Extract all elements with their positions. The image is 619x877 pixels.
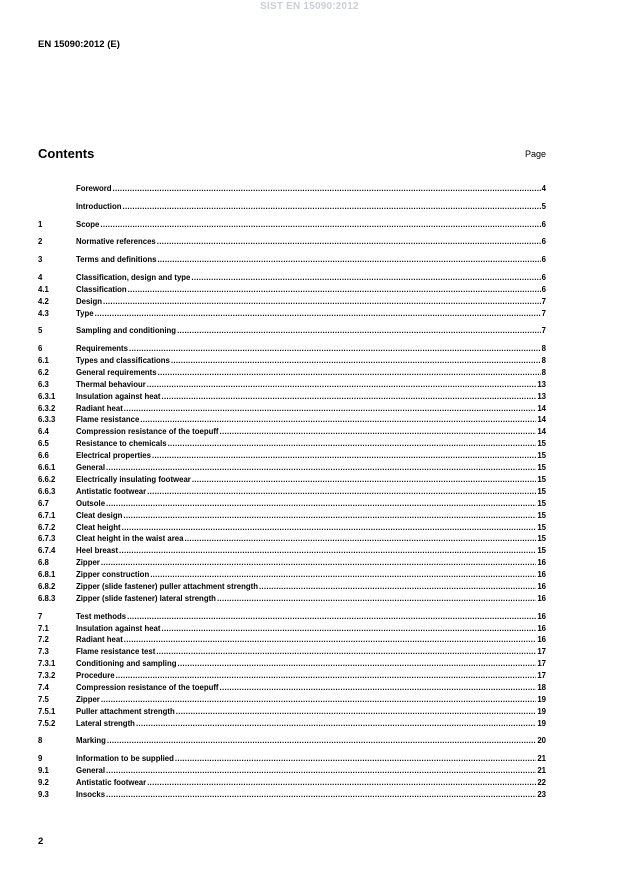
toc-section-number: 6.8.1: [38, 570, 56, 580]
toc-section-title: Procedure: [76, 671, 115, 681]
toc-leader-dots: [140, 414, 536, 426]
toc-section-number: 3: [38, 255, 43, 265]
toc-section-title: Information to be supplied: [76, 754, 174, 764]
toc-section-number: 7.2: [38, 635, 49, 645]
toc-page-number: 6: [541, 219, 546, 229]
toc-leader-dots: [103, 296, 541, 308]
toc-section-title: Introduction: [76, 201, 122, 211]
toc-page-number: 15: [537, 522, 546, 532]
toc-page-number: 17: [537, 671, 546, 681]
toc-leader-dots: [100, 219, 540, 231]
toc-section-title: Zipper: [76, 558, 100, 568]
toc-page-number: 15: [537, 463, 546, 473]
toc-page-number: 16: [537, 623, 546, 633]
toc-section-title: Cleat design: [76, 510, 123, 520]
toc-section-title: Zipper construction: [76, 570, 150, 580]
toc-leader-dots: [119, 545, 536, 557]
toc-entry[interactable]: [38, 670, 546, 682]
toc-section-title: Scope: [76, 219, 100, 229]
toc-leader-dots: [123, 510, 536, 522]
toc-entry[interactable]: [38, 694, 546, 706]
toc-section-title: Classification, design and type: [76, 272, 191, 282]
toc-leader-dots: [152, 450, 536, 462]
toc-leader-dots: [95, 308, 541, 320]
toc-page-number: 8: [541, 356, 546, 366]
toc-section-number: 6.8.2: [38, 581, 56, 591]
toc-page-number: 21: [537, 766, 546, 776]
toc-section-number: 7.3: [38, 647, 49, 657]
toc-entry[interactable]: [38, 522, 546, 534]
toc-section-number: 6.6.1: [38, 463, 56, 473]
toc-leader-dots: [177, 658, 536, 670]
toc-section-title: Normative references: [76, 237, 156, 247]
toc-section-title: Types and classifications: [76, 356, 170, 366]
toc-section-number: 6.6.3: [38, 486, 56, 496]
toc-section-title: Marking: [76, 736, 106, 746]
toc-leader-dots: [122, 201, 540, 213]
toc-section-title: Insulation against heat: [76, 623, 161, 633]
toc-leader-dots: [161, 391, 536, 403]
toc-leader-dots: [176, 706, 537, 718]
toc-leader-dots: [147, 379, 537, 391]
toc-section-title: Cleat height: [76, 522, 121, 532]
toc-section-title: Heel breast: [76, 546, 119, 556]
toc-section-number: 4.2: [38, 296, 49, 306]
toc-leader-dots: [161, 623, 536, 635]
watermark: SIST EN 15090:2012: [260, 1, 359, 12]
toc-entry[interactable]: [38, 753, 546, 765]
toc-page-number: 14: [537, 427, 546, 437]
toc-entry[interactable]: [38, 367, 546, 379]
toc-section-number: 6.2: [38, 367, 49, 377]
toc-section-title: Resistance to chemicals: [76, 439, 167, 449]
toc-entry[interactable]: [38, 706, 546, 718]
toc-page-number: 15: [537, 498, 546, 508]
toc-leader-dots: [147, 777, 536, 789]
toc-entry[interactable]: [38, 646, 546, 658]
toc-leader-dots: [128, 284, 541, 296]
toc-section-number: 4.1: [38, 284, 49, 294]
toc-entry[interactable]: [38, 658, 546, 670]
toc-section-number: 6.3: [38, 379, 49, 389]
toc-section-title: Compression resistance of the toepuff: [76, 682, 219, 692]
toc-page-number: 19: [537, 718, 546, 728]
toc-page-number: 8: [541, 367, 546, 377]
toc-section-number: 6.6.2: [38, 474, 56, 484]
toc-entry[interactable]: [38, 272, 546, 284]
toc-leader-dots: [217, 593, 536, 605]
toc-page-number: 6: [541, 255, 546, 265]
toc-section-title: Zipper: [76, 694, 100, 704]
toc-section-title: Flame resistance test: [76, 647, 156, 657]
toc-entry[interactable]: [38, 486, 546, 498]
toc-section-title: Insocks: [76, 789, 106, 799]
toc-leader-dots: [184, 533, 536, 545]
toc-section-title: General: [76, 766, 106, 776]
toc-page-number: 15: [537, 534, 546, 544]
toc-entry[interactable]: [38, 682, 546, 694]
toc-leader-dots: [157, 236, 541, 248]
toc-entry[interactable]: [38, 498, 546, 510]
toc-section-number: 9.3: [38, 789, 49, 799]
toc-section-number: 7.4: [38, 682, 49, 692]
toc-entry[interactable]: [38, 236, 546, 248]
toc-page-number: 15: [537, 474, 546, 484]
toc-section-number: 9.1: [38, 766, 49, 776]
toc-section-title: Requirements: [76, 344, 128, 354]
toc-section-number: 6.4: [38, 427, 49, 437]
toc-page-number: 13: [537, 391, 546, 401]
toc-page-number: 19: [537, 694, 546, 704]
toc-entry[interactable]: [38, 545, 546, 557]
toc-page-number: 7: [541, 308, 546, 318]
toc-section-title: Design: [76, 296, 102, 306]
toc-page-number: 15: [537, 546, 546, 556]
toc-page-number: 5: [541, 201, 546, 211]
toc-entry[interactable]: [38, 201, 546, 213]
toc-section-number: 6.7: [38, 498, 49, 508]
toc-leader-dots: [129, 343, 541, 355]
toc-section-title: Classification: [76, 284, 127, 294]
toc-section-number: 7.5: [38, 694, 49, 704]
toc-entry[interactable]: [38, 183, 546, 195]
toc-entry[interactable]: [38, 403, 546, 415]
toc-section-number: 6.7.4: [38, 546, 56, 556]
toc-section-title: Electrical properties: [76, 451, 151, 461]
toc-entry[interactable]: [38, 735, 546, 747]
toc-leader-dots: [220, 682, 537, 694]
toc-page-number: 16: [537, 581, 546, 591]
toc-page-number: 16: [537, 611, 546, 621]
toc-section-title: Outsole: [76, 498, 106, 508]
toc-leader-dots: [122, 522, 537, 534]
toc-section-number: 7.5.2: [38, 718, 56, 728]
toc-section-title: Insulation against heat: [76, 391, 161, 401]
toc-leader-dots: [171, 355, 541, 367]
toc-section-title: Antistatic footwear: [76, 486, 147, 496]
toc-leader-dots: [220, 426, 537, 438]
toc-section-title: General requirements: [76, 367, 157, 377]
toc-page-number: 18: [537, 682, 546, 692]
toc-leader-dots: [101, 557, 536, 569]
toc-section-title: Puller attachment strength: [76, 706, 175, 716]
page-number: 2: [38, 836, 44, 847]
toc-entry[interactable]: [38, 308, 546, 320]
toc-entry[interactable]: [38, 355, 546, 367]
toc-leader-dots: [191, 272, 540, 284]
toc-entry[interactable]: [38, 414, 546, 426]
toc-section-number: 6.3.3: [38, 415, 56, 425]
toc-leader-dots: [116, 670, 537, 682]
toc-leader-dots: [192, 474, 536, 486]
toc-page-number: 7: [541, 296, 546, 306]
toc-section-number: 6.7.2: [38, 522, 56, 532]
toc-page-number: 6: [541, 284, 546, 294]
toc-leader-dots: [177, 325, 541, 337]
toc-section-number: 7: [38, 611, 43, 621]
toc-page-number: 15: [537, 486, 546, 496]
toc-section-title: Test methods: [76, 611, 127, 621]
toc-leader-dots: [106, 462, 536, 474]
toc-leader-dots: [113, 183, 541, 195]
toc-section-number: 6: [38, 344, 43, 354]
toc-entry[interactable]: [38, 254, 546, 266]
table-of-contents: [38, 183, 546, 801]
toc-entry[interactable]: [38, 462, 546, 474]
toc-section-title: Foreword: [76, 184, 112, 193]
toc-page-number: 16: [537, 558, 546, 568]
toc-leader-dots: [124, 403, 537, 415]
toc-page-number: 23: [537, 789, 546, 799]
toc-section-number: 7.5.1: [38, 706, 56, 716]
toc-section-title: Zipper (slide fastener) lateral strength: [76, 593, 216, 603]
toc-entry[interactable]: [38, 510, 546, 522]
toc-section-title: Conditioning and sampling: [76, 659, 177, 669]
toc-entry[interactable]: [38, 611, 546, 623]
toc-page-number: 17: [537, 647, 546, 657]
toc-section-title: Radiant heat: [76, 403, 123, 413]
toc-entry[interactable]: [38, 379, 546, 391]
toc-entry[interactable]: [38, 426, 546, 438]
toc-section-number: 5: [38, 326, 43, 336]
page-column-label: Page: [524, 149, 546, 159]
toc-leader-dots: [127, 611, 536, 623]
toc-leader-dots: [107, 735, 536, 747]
toc-entry[interactable]: [38, 450, 546, 462]
toc-leader-dots: [156, 646, 536, 658]
toc-section-number: 6.5: [38, 439, 49, 449]
toc-leader-dots: [106, 498, 536, 510]
toc-section-number: 4: [38, 272, 43, 282]
toc-leader-dots: [101, 694, 536, 706]
toc-entry[interactable]: [38, 581, 546, 593]
toc-leader-dots: [157, 254, 540, 266]
toc-page-number: 14: [537, 415, 546, 425]
toc-page-number: 15: [537, 439, 546, 449]
toc-section-number: 6.8: [38, 558, 49, 568]
toc-page-number: 6: [541, 272, 546, 282]
toc-page-number: 17: [537, 659, 546, 669]
toc-leader-dots: [150, 569, 536, 581]
toc-entry[interactable]: [38, 325, 546, 337]
toc-page-number: 14: [537, 403, 546, 413]
toc-page-number: 21: [537, 754, 546, 764]
toc-section-title: Lateral strength: [76, 718, 135, 728]
toc-leader-dots: [136, 718, 536, 730]
toc-leader-dots: [106, 765, 536, 777]
toc-leader-dots: [147, 486, 536, 498]
toc-entry[interactable]: [38, 718, 546, 730]
toc-page-number: 19: [537, 706, 546, 716]
toc-page-number: 16: [537, 593, 546, 603]
toc-section-number: 7.3.2: [38, 671, 56, 681]
toc-section-title: Sampling and conditioning: [76, 326, 177, 336]
toc-leader-dots: [259, 581, 536, 593]
toc-page-number: 16: [537, 635, 546, 645]
toc-entry[interactable]: [38, 391, 546, 403]
toc-page-number: 22: [537, 777, 546, 787]
toc-page-number: 20: [537, 736, 546, 746]
toc-section-number: 2: [38, 237, 43, 247]
toc-section-title: Flame resistance: [76, 415, 140, 425]
toc-leader-dots: [175, 753, 536, 765]
toc-section-title: General: [76, 463, 106, 473]
toc-section-title: Antistatic footwear: [76, 777, 147, 787]
toc-page-number: 13: [537, 379, 546, 389]
toc-entry[interactable]: [38, 284, 546, 296]
toc-entry[interactable]: [38, 765, 546, 777]
toc-page-number: 16: [537, 570, 546, 580]
toc-section-number: 1: [38, 219, 43, 229]
toc-section-number: 6.8.3: [38, 593, 56, 603]
toc-section-number: 7.3.1: [38, 659, 56, 669]
toc-page-number: 7: [541, 326, 546, 336]
toc-entry[interactable]: [38, 593, 546, 605]
toc-leader-dots: [106, 789, 536, 801]
toc-entry[interactable]: [38, 474, 546, 486]
toc-entry[interactable]: [38, 634, 546, 646]
toc-page-number: 6: [541, 237, 546, 247]
toc-section-number: 8: [38, 736, 43, 746]
toc-section-title: Compression resistance of the toepuff: [76, 427, 219, 437]
toc-entry[interactable]: [38, 569, 546, 581]
toc-section-number: 6.1: [38, 356, 49, 366]
toc-section-title: Cleat height in the waist area: [76, 534, 184, 544]
toc-section-title: Type: [76, 308, 94, 318]
toc-entry[interactable]: [38, 777, 546, 789]
page-title: Contents: [38, 146, 95, 161]
toc-section-title: Radiant heat: [76, 635, 123, 645]
toc-section-number: 6.7.3: [38, 534, 56, 544]
toc-section-number: 6.3.2: [38, 403, 56, 413]
toc-section-title: Electrically insulating footwear: [76, 474, 191, 484]
toc-entry[interactable]: [38, 623, 546, 635]
toc-entry[interactable]: [38, 533, 546, 545]
toc-section-number: 4.3: [38, 308, 49, 318]
toc-entry[interactable]: [38, 343, 546, 355]
toc-section-number: 6.6: [38, 451, 49, 461]
toc-section-number: 6.3.1: [38, 391, 56, 401]
toc-leader-dots: [124, 634, 537, 646]
toc-entry[interactable]: [38, 557, 546, 569]
toc-page-number: 8: [541, 344, 546, 354]
toc-section-number: 6.7.1: [38, 510, 56, 520]
toc-entry[interactable]: [38, 438, 546, 450]
toc-entry[interactable]: [38, 219, 546, 231]
toc-page-number: 15: [537, 510, 546, 520]
toc-entry[interactable]: [38, 789, 546, 801]
toc-section-title: Thermal behaviour: [76, 379, 146, 389]
toc-entry[interactable]: [38, 296, 546, 308]
toc-page-number: 15: [537, 451, 546, 461]
toc-section-number: 9: [38, 754, 43, 764]
toc-section-number: 7.1: [38, 623, 49, 633]
toc-section-title: Terms and definitions: [76, 255, 157, 265]
toc-leader-dots: [168, 438, 537, 450]
toc-section-title: Zipper (slide fastener) puller attachment strength: [76, 581, 258, 591]
toc-page-number: 4: [541, 184, 546, 193]
toc-leader-dots: [158, 367, 541, 379]
document-id: EN 15090:2012 (E): [38, 39, 120, 50]
toc-section-number: 9.2: [38, 777, 49, 787]
